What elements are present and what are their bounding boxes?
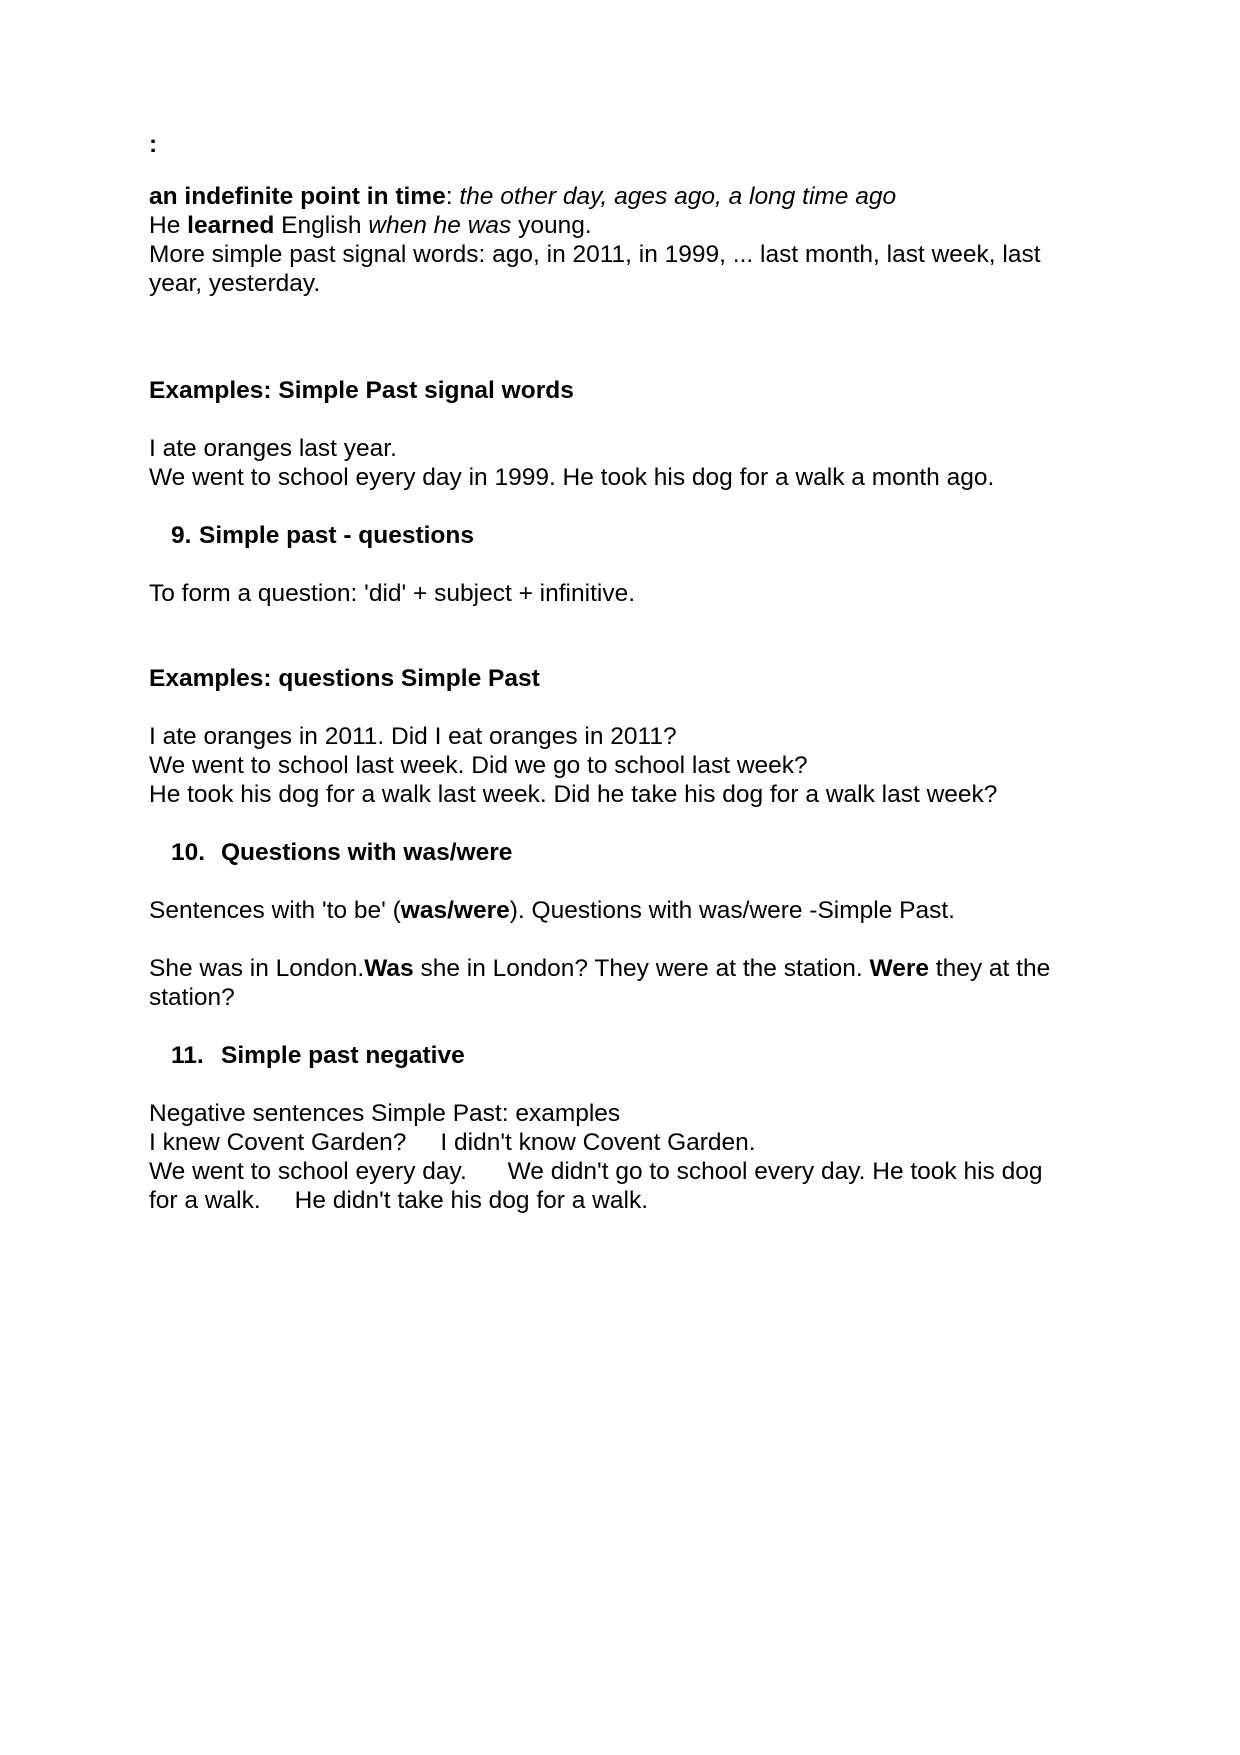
section-title: Questions with was/were: [221, 839, 513, 866]
section-9-heading: [171, 521, 474, 550]
text-bold: was/were: [400, 897, 510, 924]
example-sentence: We went to school last week. Did we go to school last week?: [149, 752, 808, 779]
indefinite-time-label: an indefinite point in time: [149, 183, 446, 210]
section-title: Simple past - questions: [199, 522, 474, 549]
section-title: Simple past negative: [221, 1042, 465, 1069]
example-sentence: I ate oranges last year.: [149, 435, 397, 462]
question-rule-text: To form a question: 'did' + subject + infinitive.: [149, 580, 636, 607]
section-10-heading: [171, 838, 512, 867]
examples-questions-heading: Examples: questions Simple Past: [149, 665, 540, 692]
text-segment: She was in London.: [149, 955, 365, 982]
negative-example: I knew Covent Garden? I didn't know Covent Garden.: [149, 1129, 756, 1156]
negative-example: for a walk. He didn't take his dog for a walk.: [149, 1187, 648, 1214]
text-segment: they at the: [928, 955, 1051, 982]
example-text: He: [149, 212, 188, 239]
example-text: young.: [511, 212, 592, 239]
was-were-example: [149, 954, 1050, 983]
text-segment: Sentences with 'to be' (: [149, 897, 401, 924]
indefinite-time-line: [149, 182, 896, 211]
examples-signal-heading: Examples: Simple Past signal words: [149, 377, 574, 404]
example-clause: when he was: [368, 212, 512, 239]
was-were-text: [149, 896, 955, 925]
section-number: 10.: [171, 839, 206, 866]
text-segment: ). Questions with was/were -Simple Past.: [509, 897, 955, 924]
was-were-example: station?: [149, 984, 235, 1011]
section-number: 9.: [171, 522, 192, 549]
text-bold: Was: [364, 955, 414, 982]
negative-example: We went to school eyery day. We didn't go to school every day. He took his dog: [149, 1158, 1043, 1185]
example-sentence: I ate oranges in 2011. Did I eat oranges in 2011?: [149, 723, 677, 750]
negative-text: Negative sentences Simple Past: examples: [149, 1100, 621, 1127]
top-colon: :: [149, 131, 158, 158]
example-verb: learned: [187, 212, 275, 239]
section-number: 11.: [171, 1042, 204, 1069]
learned-example-line: [149, 211, 592, 240]
example-sentence: We went to school eyery day in 1999. He took his dog for a walk a month ago.: [149, 464, 995, 491]
text-bold: Were: [869, 955, 929, 982]
colon-separator: :: [445, 183, 460, 210]
text-segment: she in London? They were at the station.: [413, 955, 870, 982]
section-11-heading: [171, 1041, 465, 1070]
indefinite-time-examples: the other day, ages ago, a long time ago: [459, 183, 897, 210]
signal-words-line: More simple past signal words: ago, in 2011, in 1999, ... last month, last week, last: [149, 241, 1041, 268]
signal-words-line: year, yesterday.: [149, 270, 321, 297]
example-sentence: He took his dog for a walk last week. Did he take his dog for a walk last week?: [149, 781, 998, 808]
example-text: English: [274, 212, 369, 239]
